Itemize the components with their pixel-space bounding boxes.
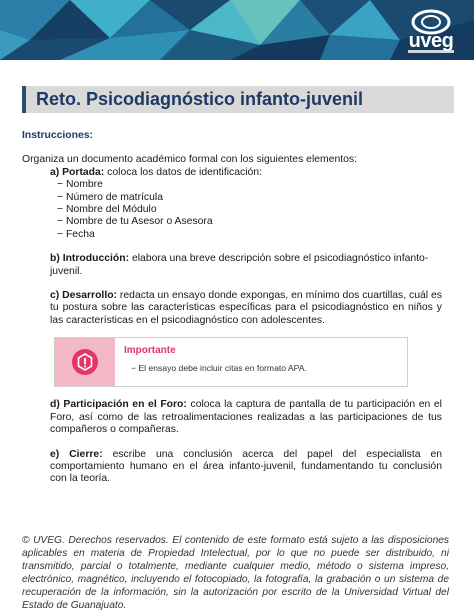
participacion-text: coloca la captura de pantalla de tu participación en el Foro, así como de las retroalimentaciones realizadas a las participaciones de tus compañeros o compañeras. [50, 399, 442, 436]
participacion-label: d) Participación en el Foro: [50, 399, 187, 411]
list-item: − Nombre de tu Asesor o Asesora [57, 216, 213, 228]
header-banner [0, 0, 474, 60]
list-item: − Nombre [57, 179, 103, 191]
section-participacion [22, 399, 442, 436]
introduccion-label: b) Introducción: [50, 253, 130, 265]
section-introduccion [22, 253, 442, 278]
hexagon-icon [71, 348, 99, 376]
logo-wordmark: uveg [408, 30, 454, 52]
list-item: − Nombre del Módulo [57, 204, 157, 216]
list-item: − Fecha [57, 228, 95, 240]
section-portada [22, 167, 442, 179]
desarrollo-text: redacta un ensayo donde expongas, en mínimo dos cuartillas, cuál es tu postura sobre las características específicas para el psicodiagnóstico en niños y las características en el psicodiagnóstico con adolescentes. [50, 290, 442, 326]
section-desarrollo [22, 290, 442, 327]
desarrollo-label: c) Desarrollo: [50, 290, 118, 302]
list-item: − Número de matrícula [57, 191, 163, 203]
cierre-text: escribe una conclusión acerca del papel del especialista en comportamiento humano en el área infanto-juvenil, fundamentando tu conclusión con la teoría. [50, 448, 442, 485]
page-title-bar [22, 86, 454, 113]
callout-icon-panel [55, 338, 115, 386]
copyright-notice: © UVEG. Derechos reservados. El contenido de este formato está sujeto a las disposiciones aplicables en materia de Propiedad Intelectual, por lo que no puede ser distribuido, ni transmitido, parcial o totalmente, mediante cualquier medio, método o sistema impreso, electrónico, magnético, incluyendo el fotocopiado, la fotografía, la grabación o un sistema de recuperación de la información, sin la autorización por escrito de la Universidad Virtual del Estado de Guanajuato. [22, 535, 449, 611]
uveg-logo [402, 8, 460, 58]
portada-text: coloca los datos de identificación: [104, 166, 262, 178]
instructions-label: Instrucciones: [22, 130, 94, 141]
importante-callout [54, 337, 408, 387]
page-title: Reto. Psicodiagnóstico infanto-juvenil [36, 89, 364, 109]
portada-label: a) Portada: [50, 166, 105, 178]
instructions-body [22, 130, 442, 486]
cierre-label: e) Cierre: [50, 448, 103, 460]
section-cierre [22, 449, 442, 486]
introduccion-text: elabora una breve descripción sobre el psicodiagnóstico infanto-juvenil. [50, 253, 429, 277]
intro-text: Organiza un documento académico formal con los siguientes elementos: [22, 154, 357, 166]
callout-title: Importante [124, 345, 176, 357]
callout-text: − El ensayo debe incluir citas en formato APA. [131, 363, 307, 374]
